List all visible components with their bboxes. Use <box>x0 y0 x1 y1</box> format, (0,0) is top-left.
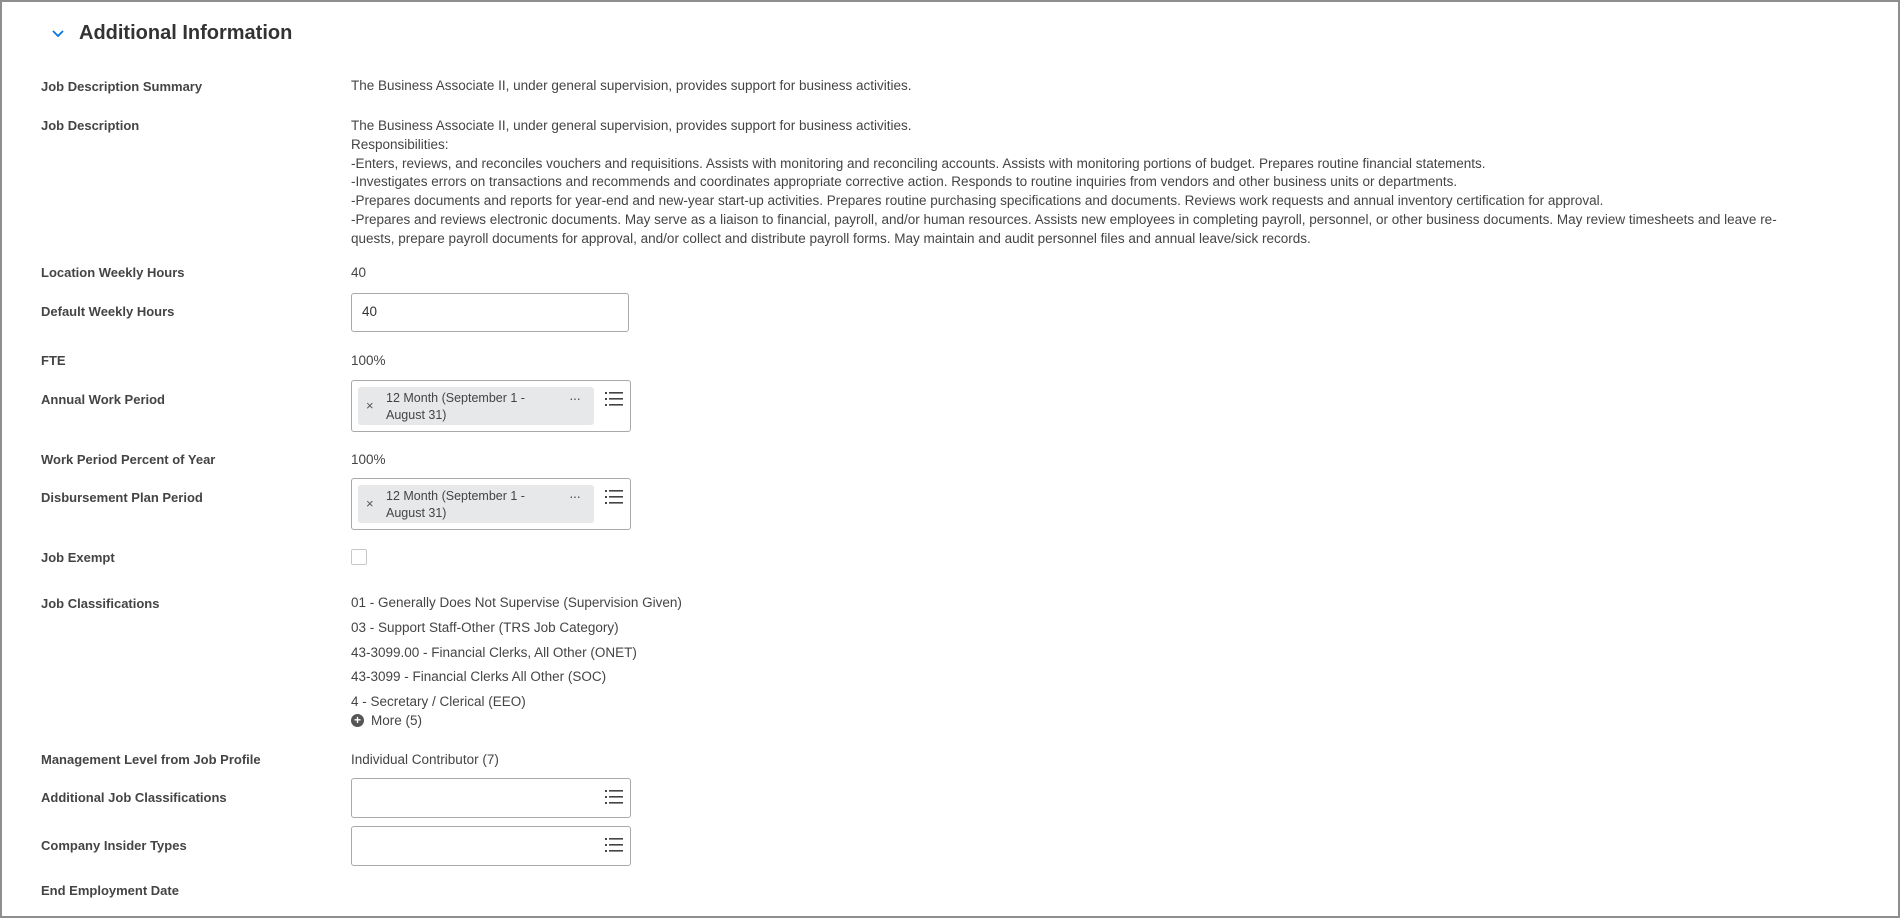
job-description-line: -Prepares documents and reports for year-end and new-year start-up activities. Prepares routine purchasing specifications and documents. Reviews work requests and annual inventory certification for approval. <box>351 193 1604 209</box>
additional-job-classifications-label: Additional Job Classifications <box>41 790 227 805</box>
job-description-line: Responsibilities: <box>351 136 449 152</box>
list-icon[interactable] <box>605 392 623 408</box>
company-insider-types-label: Company Insider Types <box>41 838 187 853</box>
job-exempt-checkbox[interactable] <box>351 549 367 565</box>
location-weekly-hours-value: 40 <box>351 265 367 280</box>
more-options-icon[interactable]: ··· <box>569 390 580 406</box>
default-weekly-hours-label: Default Weekly Hours <box>41 304 175 319</box>
job-description-line: The Business Associate II, under general supervision, provides support for business activities. <box>351 118 912 133</box>
annual-work-period-pill <box>358 387 594 425</box>
job-description-summary-value: The Business Associate II, under general supervision, provides support for business activities. <box>351 78 912 93</box>
job-description-value <box>351 117 1831 249</box>
list-icon[interactable] <box>605 490 623 506</box>
management-level-label: Management Level from Job Profile <box>41 752 261 767</box>
chevron-down-icon[interactable] <box>50 26 66 42</box>
job-classification-item: 03 - Support Staff-Other (TRS Job Category) <box>351 620 619 635</box>
additional-job-classifications-input[interactable] <box>351 778 631 818</box>
section-title: Additional Information <box>79 22 293 44</box>
management-level-value: Individual Contributor (7) <box>351 752 499 767</box>
more-classifications-link[interactable] <box>351 713 422 728</box>
disbursement-plan-period-label: Disbursement Plan Period <box>41 490 203 505</box>
more-options-icon[interactable]: ··· <box>569 488 580 504</box>
location-weekly-hours-label: Location Weekly Hours <box>41 265 185 280</box>
fte-value: 100% <box>351 353 386 368</box>
pill-label: 12 Month (September 1 - August 31) <box>386 391 525 422</box>
job-description-summary-label: Job Description Summary <box>41 79 203 94</box>
remove-icon[interactable]: × <box>366 496 374 511</box>
job-description-line: quests, prepare payroll documents for approval, and/or collect and distribute payroll forms. May maintain and audit personnel files and annual leave/sick records. <box>351 230 1311 246</box>
work-period-percent-label: Work Period Percent of Year <box>41 452 216 467</box>
remove-icon[interactable]: × <box>366 398 374 413</box>
list-icon[interactable] <box>605 790 623 806</box>
section-header[interactable] <box>50 22 292 45</box>
job-classification-item: 01 - Generally Does Not Supervise (Supervision Given) <box>351 595 682 610</box>
default-weekly-hours-input[interactable] <box>351 293 629 332</box>
job-description-line: -Investigates errors on transactions and recommends and coordinates appropriate corrective action. Responds to routine inquiries from vendors and other business units or departments. <box>351 174 1458 190</box>
job-description-line: -Enters, reviews, and reconciles vouchers and requisitions. Assists with monitoring and reconciling accounts. Assists with monitoring portions of budget. Prepares routine financial statements. <box>351 155 1486 171</box>
plus-circle-icon: + <box>351 714 364 727</box>
job-description-label: Job Description <box>41 118 140 133</box>
annual-work-period-label: Annual Work Period <box>41 392 165 407</box>
job-description-line: -Prepares and reviews electronic documents. May serve as a liaison to financial, payroll, and/or human resources. Assists new employees in completing payroll, personnel, or other business documents. May review timesheets and leave re- <box>351 211 1777 227</box>
disbursement-plan-period-prompt[interactable] <box>351 478 631 530</box>
job-classification-item: 4 - Secretary / Clerical (EEO) <box>351 694 526 709</box>
job-classification-item: 43-3099 - Financial Clerks All Other (SOC) <box>351 669 607 684</box>
job-classification-item: 43-3099.00 - Financial Clerks, All Other (ONET) <box>351 645 637 660</box>
pill-label: 12 Month (September 1 - August 31) <box>386 489 525 520</box>
default-weekly-hours-value: 40 <box>362 304 378 319</box>
job-exempt-label: Job Exempt <box>41 550 115 565</box>
disbursement-plan-period-pill <box>358 485 594 523</box>
company-insider-types-input[interactable] <box>351 826 631 866</box>
job-classifications-label: Job Classifications <box>41 596 160 611</box>
fte-label: FTE <box>41 353 66 368</box>
work-period-percent-value: 100% <box>351 452 386 467</box>
list-icon[interactable] <box>605 838 623 854</box>
end-employment-date-label: End Employment Date <box>41 883 179 898</box>
more-classifications-label: More (5) <box>371 713 423 728</box>
annual-work-period-prompt[interactable] <box>351 380 631 432</box>
